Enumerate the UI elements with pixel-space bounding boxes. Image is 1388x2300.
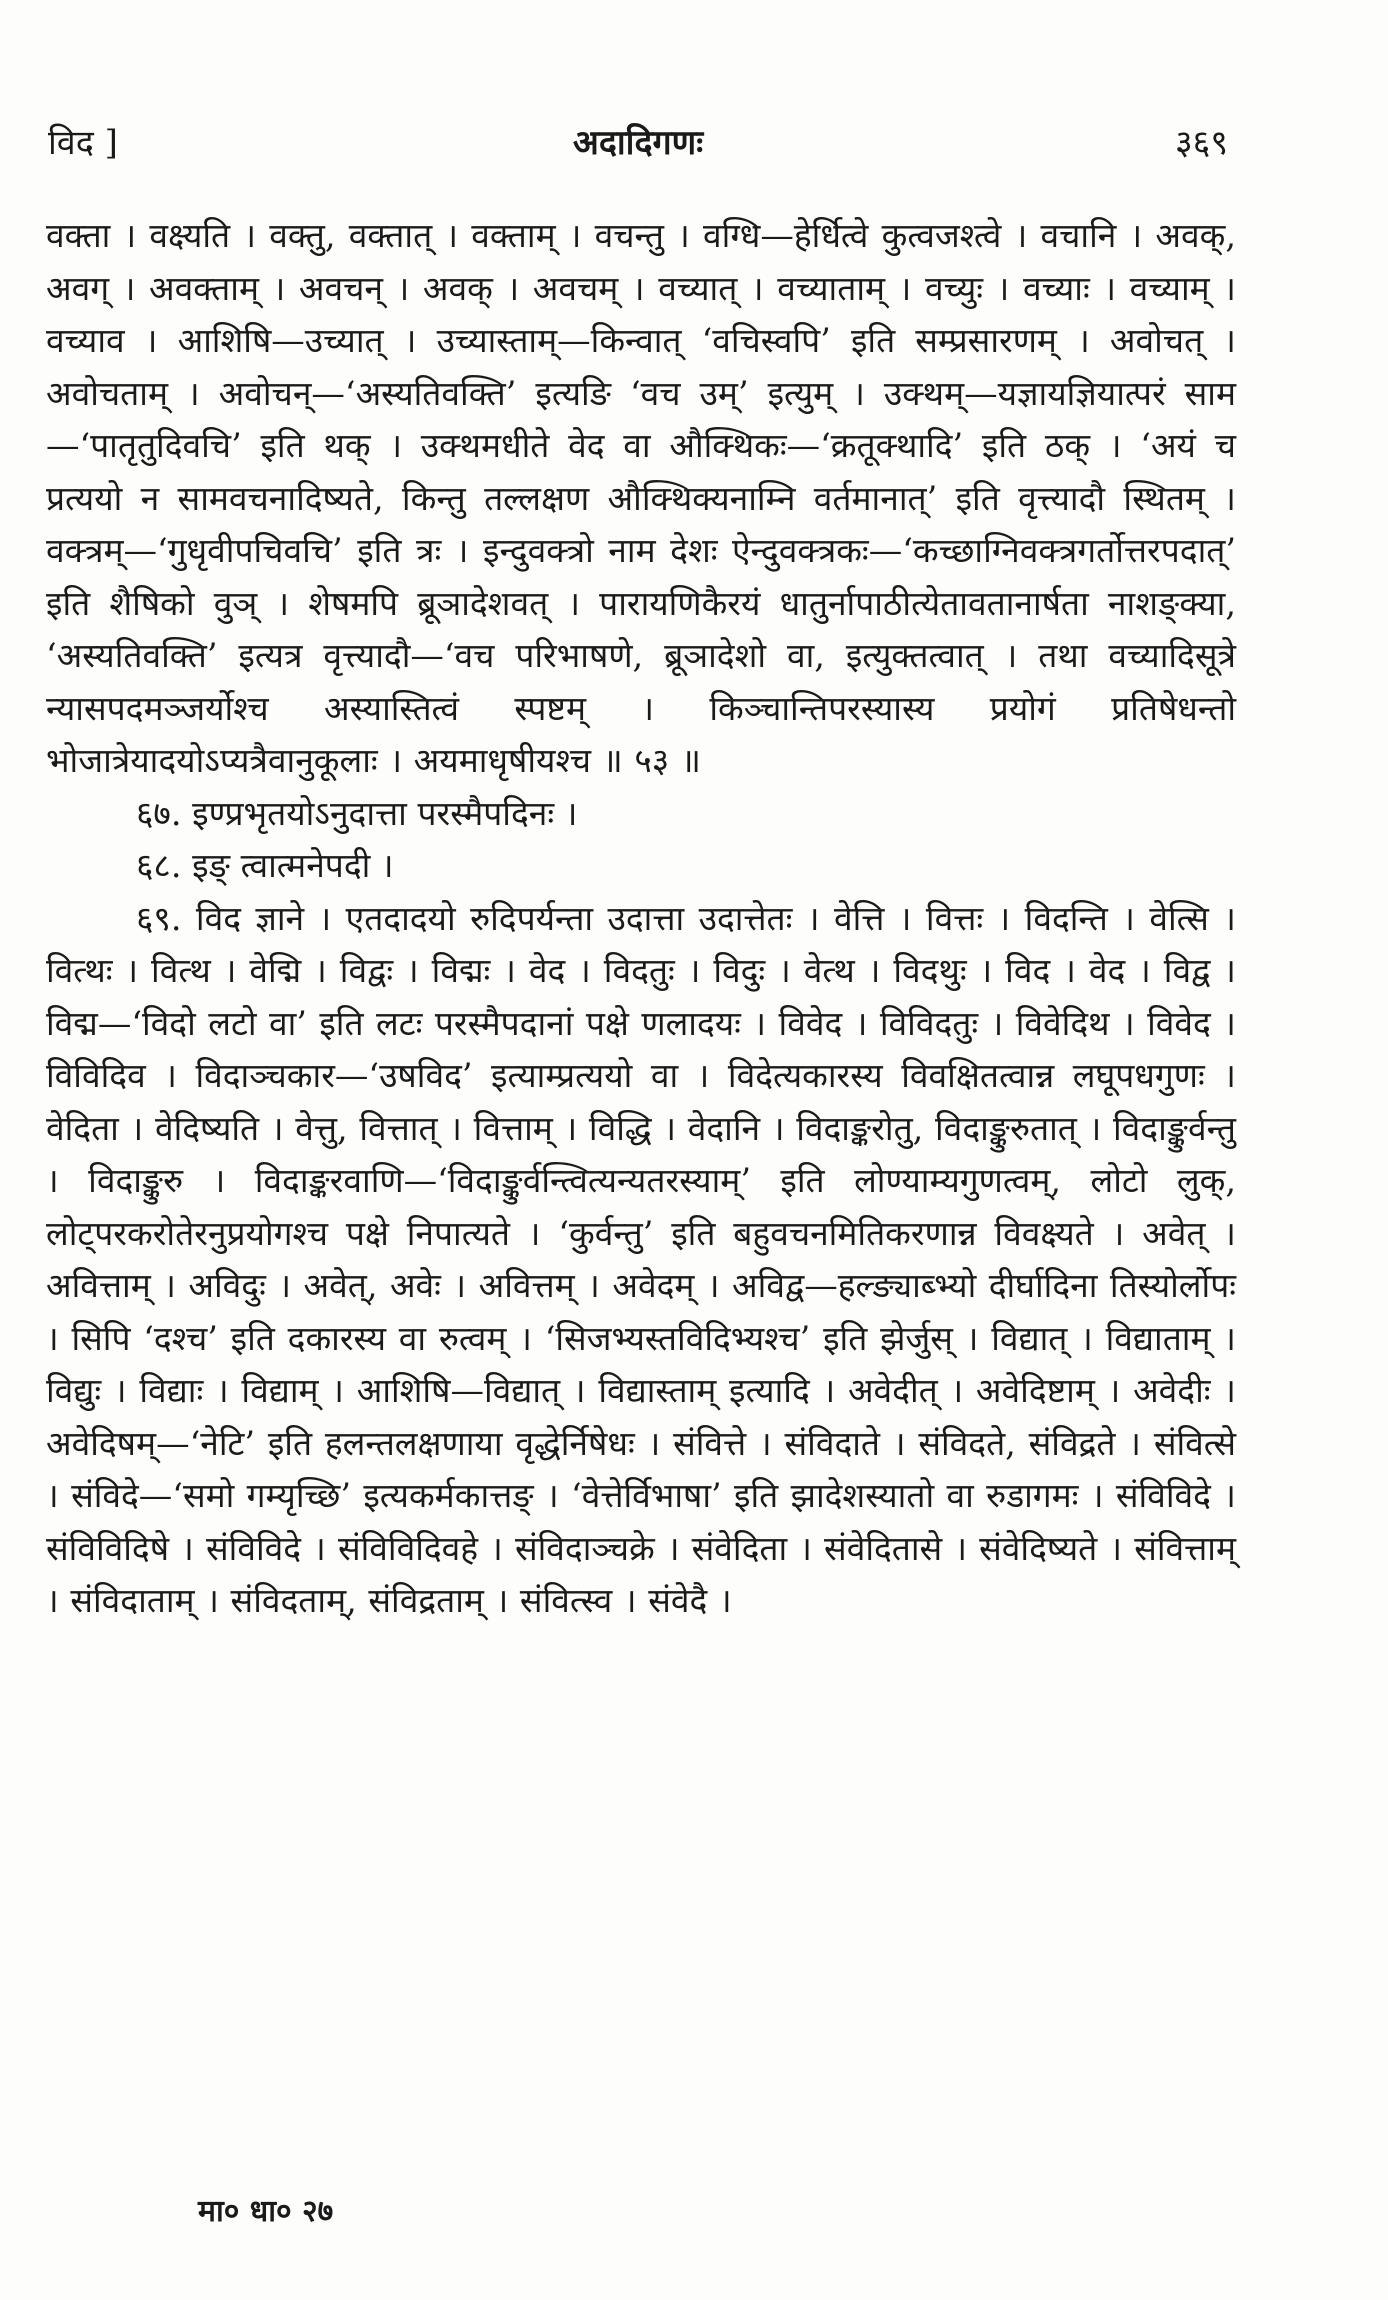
sutra-line-67: ६७. इण्प्रभृतयोऽनुदात्ता परस्मैपदिनः । <box>136 793 578 833</box>
signature-footer: मा० धा० २७ <box>198 2194 334 2229</box>
header-section-marker: विद ] <box>48 123 118 163</box>
page-body <box>46 210 1236 1628</box>
page-number: ३६९ <box>1174 123 1228 163</box>
commentary-paragraph-69: ६९. विद ज्ञाने । एतदादयो रुदिपर्यन्ता उदात्ता उदात्तेतः । वेत्ति । वित्तः । विदन्ति । वेत्सि । वित्थः । वित्थ । वेद्मि । विद्वः । विद्मः । वेद । विदतुः । विदुः । वेत्थ । विदथुः । विद । वेद । विद्व । विद्म—‘विदो लटो वा’ इति लटः परस्मैपदानां पक्षे णलादयः । विवेद । विविदतुः । विवेदिथ । विवेद । विविदिव । विदाञ्चकार—‘उषविद’ इत्याम्प्रत्ययो वा । विदेत्यकारस्य विवक्षितत्वान्न लघूपधगुणः । वेदिता । वेदिष्यति । वेत्तु, वित्तात् । वित्ताम् । विद्धि । वेदानि । विदाङ्करोतु, विदाङ्कुरुतात् । विदाङ्कुर्वन्तु । विदाङ्कुरु । विदाङ्करवाणि—‘विदाङ्कुर्वन्त्वित्यन्यतरस्याम्’ इति लोण्याम्यगुणत्वम्, लोटो लुक्, लोट्परकरोतेरनुप्रयोगश्च पक्षे निपात्यते । ‘कुर्वन्तु’ इति बहुवचनमितिकरणान्न विवक्ष्यते । अवेत् । अवित्ताम् । अविदुः । अवेत्, अवेः । अवित्तम् । अवेदम् । अविद्व—हल्ङ्याब्भ्यो दीर्घादिना तिस्योर्लोपः । सिपि ‘दश्च’ इति दकारस्य वा रुत्वम् । ‘सिजभ्यस्तविदिभ्यश्च’ इति झेर्जुस् । विद्यात् । विद्याताम् । विद्युः । विद्याः । विद्याम् । आशिषि—विद्यात् । विद्यास्ताम् इत्यादि । अवेदीत् । अवेदिष्टाम् । अवेदीः । अवेदिषम्—‘नेटि’ इति हलन्तलक्षणाया वृद्धेर्निषेधः । संवित्ते । संविदाते । संविदते, संविद्रते । संवित्से । संविदे—‘समो गम्यृच्छि’ इत्यकर्मकात्तङ् । ‘वेत्तेर्विभाषा’ इति झादेशस्यातो वा रुडागमः । संविविदे । संविविदिषे । संविविदे । संविविदिवहे । संविदाञ्चक्रे । संवेदिता । संवेदितासे । संवेदिष्यते । संवित्ताम् । संविदाताम् । संविदताम्, संविद्रताम् । संवित्स्व । संवेदै । <box>46 898 1236 1620</box>
commentary-paragraph-1: वक्ता । वक्ष्यति । वक्तु, वक्तात् । वक्ताम् । वचन्तु । वग्धि—हेर्धित्वे कुत्वजश्त्वे । वचानि । अवक्, अवग् । अवक्ताम् । अवचन् । अवक् । अवचम् । वच्यात् । वच्याताम् । वच्युः । वच्याः । वच्याम् । वच्याव । आशिषि—उच्यात् । उच्यास्ताम्—किन्वात् ‘वचिस्वपि’ इति सम्प्रसारणम् । अवोचत् । अवोचताम् । अवोचन्—‘अस्यतिवक्ति’ इत्यङि ‘वच उम्’ इत्युम् । उक्थम्—यज्ञायज्ञियात्परं साम—‘पातृतुदिवचि’ इति थक् । उक्थमधीते वेद वा औक्थिकः—‘क्रतूक्थादि’ इति ठक् । ‘अयं च प्रत्ययो न सामवचनादिष्यते, किन्तु तल्लक्षण औक्थिक्यनाम्नि वर्तमानात्’ इति वृत्त्यादौ स्थितम् । वक्त्रम्—‘गुधृवीपचिवचि’ इति त्रः । इन्दुवक्त्रो नाम देशः ऐन्दुवक्त्रकः—‘कच्छाग्निवक्त्रगर्तोत्तरपदात्’ इति शैषिको वुञ् । शेषमपि ब्रूञादेशवत् । पारायणिकैरयं धातुर्नापाठीत्येतावतानार्षता नाशङ्क्या, ‘अस्यतिवक्ति’ इत्यत्र वृत्त्यादौ—‘वच परिभाषणे, ब्रूञादेशो वा, इत्युक्तत्वात् । तथा वच्यादिसूत्रे न्यासपदमञ्जर्योश्च अस्यास्तित्वं स्पष्टम् । किञ्चान्तिपरस्यास्य प्रयोगं प्रतिषेधन्तो भोजात्रेयादयोऽप्यत्रैवानुकूलाः । अयमाधृषीयश्च ॥ ५३ ॥ <box>46 216 1236 780</box>
running-header <box>48 118 1228 168</box>
sutra-line-68: ६८. इङ् त्वात्मनेपदी । <box>136 846 394 885</box>
header-title: अदादिगणः <box>572 123 704 163</box>
